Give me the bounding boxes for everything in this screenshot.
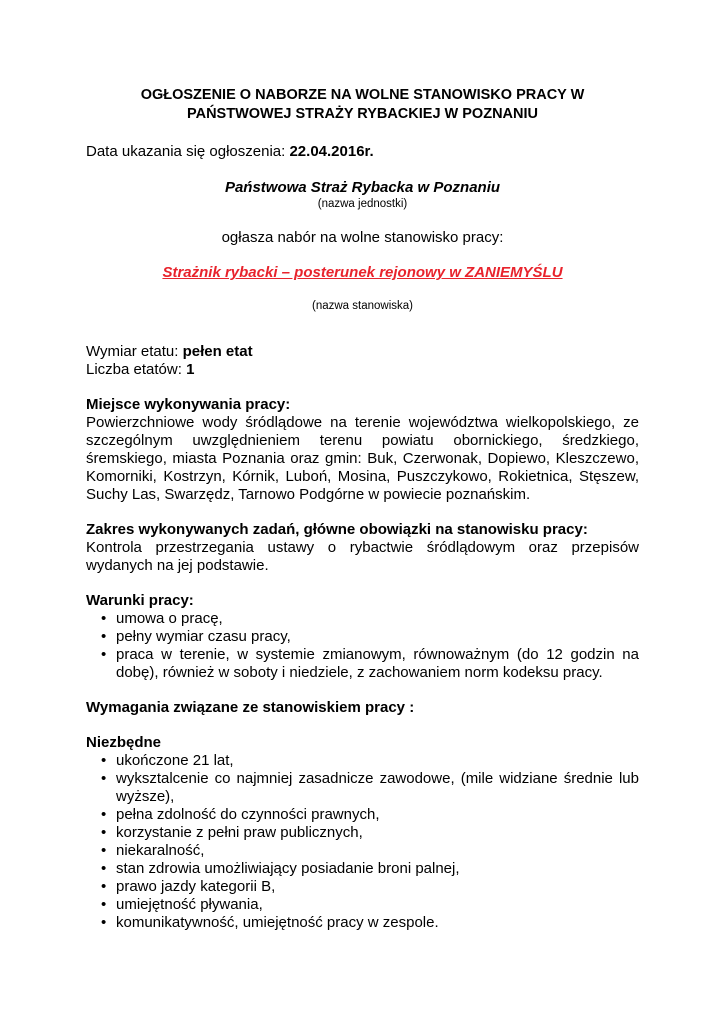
list-item: • ukończone 21 lat,	[86, 752, 639, 770]
list-item: • niekaralność,	[86, 842, 639, 860]
requirements-heading: Wymagania związane ze stanowiskiem pracy :	[86, 699, 415, 716]
position-caption: (nazwa stanowiska)	[312, 300, 413, 312]
conditions-list	[86, 610, 639, 682]
date-label: Data ukazania się ogłoszenia:	[86, 143, 286, 160]
count-line	[86, 361, 639, 379]
list-item: • umiejętność pływania,	[86, 896, 639, 914]
duties-text: Kontrola przestrzegania ustawy o rybactwie śródlądowym oraz przepisów wydanych na jej podstawie.	[86, 539, 639, 574]
date-value: 22.04.2016r.	[289, 143, 374, 160]
list-item: • prawo jazdy kategorii B,	[86, 878, 639, 896]
list-item: • praca w terenie, w systemie zmianowym, równoważnym (do 12 godzin na dobę), również w soboty i niedziele, z zachowaniem norm kodeksu pracy.	[86, 646, 639, 682]
title-line-1: OGŁOSZENIE O NABORZE NA WOLNE STANOWISKO PRACY W	[140, 87, 585, 103]
etat-label: Wymiar etatu:	[86, 343, 179, 360]
position-name-line	[86, 264, 639, 282]
conditions-heading: Warunki pracy:	[86, 592, 194, 609]
position-name: Strażnik rybacki – posterunek rejonowy w ZANIEMYŚLU	[162, 264, 563, 281]
document-page	[86, 86, 639, 932]
date-line	[86, 143, 639, 161]
unit-caption: (nazwa jednostki)	[317, 198, 408, 210]
etat-value: pełen etat	[182, 343, 253, 360]
required-list	[86, 752, 639, 932]
place-heading: Miejsce wykonywania pracy:	[86, 396, 291, 413]
list-item: • pełna zdolność do czynności prawnych,	[86, 806, 639, 824]
list-item: • umowa o pracę,	[86, 610, 639, 628]
duties-heading: Zakres wykonywanych zadań, główne obowiązki na stanowisku pracy:	[86, 521, 588, 538]
list-item: • wyksztalcenie co najmniej zasadnicze zawodowe, (mile widziane średnie lub wyższe),	[86, 770, 639, 806]
etat-line	[86, 343, 639, 361]
place-text: Powierzchniowe wody śródlądowe na terenie województwa wielkopolskiego, ze szczególnym uwzględnieniem terenu powiatu obornickiego, średzkiego, śremskiego, miasta Poznania oraz gmin: Buk, Czerwonak, Dopiewo, Kleszczewo, Komorniki, Kostrzyn, Kórnik, Luboń, Mosina, Puszczykowo, Rokietnica, Stęszew, Suchy Las, Swarzędz, Tarnowo Podgórne w powiecie poznańskim.	[86, 414, 639, 503]
title-line-2: PAŃSTWOWEJ STRAŻY RYBACKIEJ W POZNANIU	[187, 106, 538, 122]
announce-text: ogłasza nabór na wolne stanowisko pracy:	[221, 229, 504, 246]
count-label: Liczba etatów:	[86, 361, 182, 378]
list-item: • pełny wymiar czasu pracy,	[86, 628, 639, 646]
required-heading: Niezbędne	[86, 734, 162, 751]
count-value: 1	[186, 361, 195, 378]
list-item: • komunikatywność, umiejętność pracy w zespole.	[86, 914, 639, 932]
list-item: • stan zdrowia umożliwiający posiadanie broni palnej,	[86, 860, 639, 878]
list-item: • korzystanie z pełni praw publicznych,	[86, 824, 639, 842]
unit-name: Państwowa Straż Rybacka w Poznaniu	[224, 179, 501, 196]
